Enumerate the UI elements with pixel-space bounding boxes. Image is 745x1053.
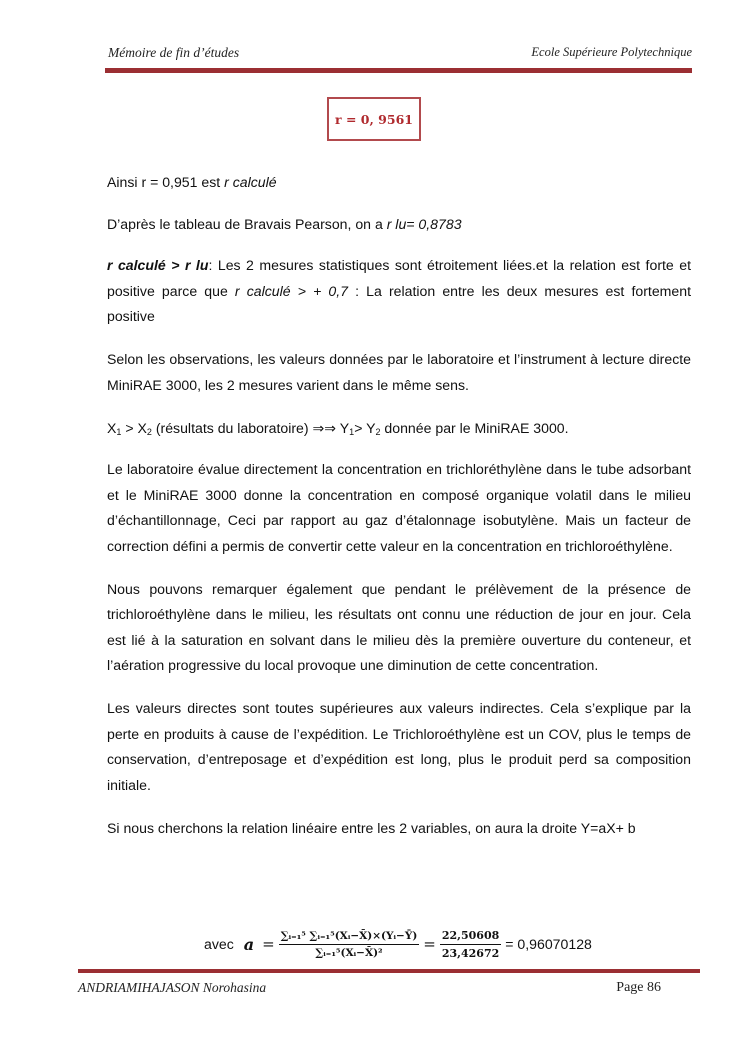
paragraph-r-read: D’après le tableau de Bravais Pearson, on a r lu= 0,8783 bbox=[107, 215, 462, 232]
formula-numerator-value: 22,50608 bbox=[440, 929, 501, 945]
paragraph-inequality: $X_1 > X_2$ (résultats du laboratoire) ⇒⇒ $Y_1> Y_2$ donnée par le MiniRAE 3000. bbox=[107, 419, 569, 437]
formula-avec: avec bbox=[204, 936, 234, 952]
formula-symbolic-fraction bbox=[279, 930, 420, 959]
footer-author: ANDRIAMIHAJASON Norohasina bbox=[78, 980, 267, 995]
correlation-result-box: r = 0, 9561 bbox=[327, 97, 421, 141]
page-number: Page 86 bbox=[616, 980, 661, 995]
formula-variable: a bbox=[243, 934, 255, 954]
paragraph-reduction: Nous pouvons remarquer également que pendant le prélèvement de la présence de trichloroéthylène dans le milieu, les résultats ont connu une réduction de jour en jour. Cela est lié à la saturation en solvant dans le milieu dès la première ouverture du conteneur, et l’aération progressive du local provoque une diminution de cette concentration. bbox=[107, 580, 691, 673]
header-title-right: Ecole Supérieure Polytechnique bbox=[531, 45, 692, 59]
paragraph-direct-values: Les valeurs directes sont toutes supérieures aux valeurs indirectes. Cela s’explique par la perte en produits à cause de l’expédition. Le Trichloroéthylène est un COV, plus le temps de conservation, d’entreposage et d’expédition est long, plus le produit perd sa composition initiale. bbox=[107, 700, 691, 793]
formula-result: = 0,96070128 bbox=[505, 936, 592, 952]
formula-denominator-value: 23,42672 bbox=[441, 946, 500, 960]
header-title-left: Mémoire de fin d’études bbox=[108, 45, 240, 60]
formula-numeric-fraction bbox=[440, 929, 501, 960]
footer-divider bbox=[78, 969, 700, 973]
page-body bbox=[107, 170, 691, 859]
formula-numerator: ∑ᵢ₌₁⁵ ∑ᵢ₌₁⁵(Xᵢ−X̄)×(Yᵢ−Ȳ) bbox=[279, 930, 420, 945]
paragraph-linear-relation: Si nous cherchons la relation linéaire entre les 2 variables, on aura la droite Y=aX+ b bbox=[107, 819, 636, 836]
paragraph-r-calculated: Ainsi r = 0,951 est r calculé bbox=[107, 174, 277, 190]
formula-denominator: ∑ᵢ₌₁⁵(Xᵢ−X̄)² bbox=[315, 946, 383, 959]
header-divider bbox=[105, 68, 692, 73]
paragraph-observations: Selon les observations, les valeurs données par le laboratoire et l’instrument à lecture directe MiniRAE 3000, les 2 mesures varient dans le même sens. bbox=[107, 351, 691, 393]
paragraph-comparison: r calculé > r lu: Les 2 mesures statistiques sont étroitement liées.et la relation est forte et positive parce que r calculé > + 0,7 : La relation entre les deux mesures est fortement positive bbox=[107, 257, 692, 324]
slope-formula: avec a = $\frac{\text{∑ᵢ₌₁⁵ ∑ᵢ₌₁⁵(Xᵢ−X̄)×(Yᵢ−Ȳ)}}{\text{∑ᵢ₌₁⁵(Xᵢ−X̄)²}}$ = $\frac{22,50608}{23,42672}$ = 0,96070128 bbox=[204, 928, 592, 960]
paragraph-laboratory: Le laboratoire évalue directement la concentration en trichloréthylène dans le tube adsorbant et le MiniRAE 3000 donne la concentration en composé organique volatil dans le milieu d’échantillonnage, Ceci par rapport au gaz d’étalonnage isobutylène. Mais un facteur de correction défini a permis de convertir cette valeur en la concentration en trichloroéthylène. bbox=[107, 461, 691, 554]
